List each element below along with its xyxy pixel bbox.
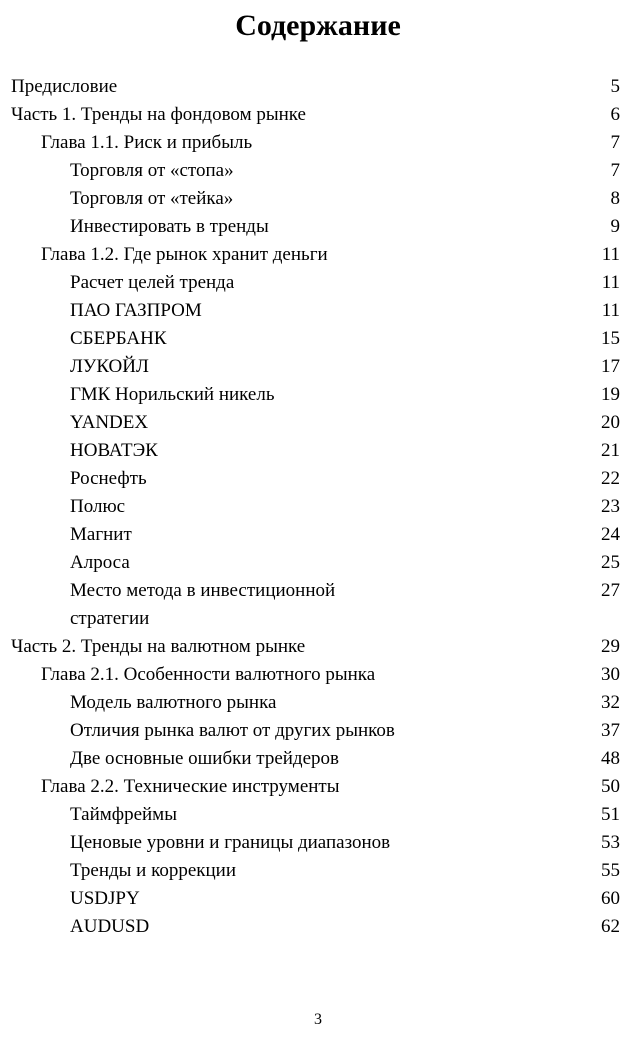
toc-entry [11, 381, 620, 409]
toc-entry-title: Часть 2. Тренды на валютном рынке [11, 636, 306, 657]
toc-entry [11, 465, 620, 493]
toc-entry-title: Тренды и коррекции [70, 860, 237, 881]
toc-entry [11, 521, 620, 549]
toc-entry [11, 857, 620, 885]
toc-entry [11, 185, 620, 213]
toc-entry-title: Две основные ошибки трейдеров [70, 748, 339, 769]
toc-entry-title: СБЕРБАНК [70, 328, 167, 349]
toc-entry [11, 913, 620, 941]
toc-entry [11, 129, 620, 157]
toc-entry [11, 549, 620, 577]
toc-entry-page: 5 [610, 76, 620, 97]
toc-entry-page: 15 [601, 328, 620, 349]
toc-entry-page: 37 [601, 720, 620, 741]
toc-entry-page: 24 [601, 524, 620, 545]
toc-entry-title: Глава 1.2. Где рынок хранит деньги [41, 244, 328, 265]
toc-entry [11, 689, 620, 717]
toc-entry-title: Отличия рынка валют от других рынков [70, 720, 395, 741]
toc-entry-title: ГМК Норильский никель [70, 384, 275, 405]
toc-entry-title: Глава 2.2. Технические инструменты [41, 776, 340, 797]
toc-entry-title: Часть 1. Тренды на фондовом рынке [11, 104, 306, 125]
toc-entry-page: 11 [601, 244, 620, 265]
toc-entry-title: Магнит [70, 524, 132, 545]
toc-entry-page: 11 [601, 300, 620, 321]
toc-entry-page: 30 [601, 664, 620, 685]
toc-entry [11, 325, 620, 353]
toc-entry-title: Таймфреймы [70, 804, 177, 825]
toc-entry-page: 19 [601, 384, 620, 405]
toc-entry-page: 9 [610, 216, 620, 237]
toc-entry [11, 213, 620, 241]
toc-entry-page: 50 [601, 776, 620, 797]
toc-entry [11, 437, 620, 465]
toc-entry [11, 297, 620, 325]
toc-entry [11, 73, 620, 101]
toc-entry-title: Предисловие [11, 76, 118, 97]
toc-entry-page: 20 [601, 412, 620, 433]
toc-entry-page: 27 [601, 580, 620, 601]
toc-entry-title: Алроса [70, 552, 130, 573]
toc-entry-page: 62 [601, 916, 620, 937]
toc-entry-title: ЛУКОЙЛ [70, 356, 149, 377]
toc-entry [11, 717, 620, 745]
toc-entry-page: 23 [601, 496, 620, 517]
toc-entry-title: Торговля от «стопа» [70, 160, 234, 181]
toc-entry-title: Инвестировать в тренды [70, 216, 269, 237]
table-of-contents [11, 73, 620, 941]
toc-entry-title: Глава 1.1. Риск и прибыль [41, 132, 253, 153]
toc-entry-page: 7 [610, 160, 620, 181]
toc-entry [11, 661, 620, 689]
toc-entry-page: 53 [601, 832, 620, 853]
toc-entry [11, 269, 620, 297]
toc-entry [11, 157, 620, 185]
toc-entry-page: 22 [601, 468, 620, 489]
toc-entry-title: Глава 2.1. Особенности валютного рынка [41, 664, 376, 685]
toc-entry-page: 51 [601, 804, 620, 825]
toc-entry-page: 25 [601, 552, 620, 573]
toc-entry-page: 6 [610, 104, 620, 125]
toc-entry [11, 773, 620, 801]
toc-entry-title: YANDEX [70, 412, 149, 433]
toc-entry-page: 55 [601, 860, 620, 881]
toc-entry-page: 11 [601, 272, 620, 293]
toc-entry [11, 745, 620, 773]
toc-entry [11, 829, 620, 857]
page-title: Содержание [235, 9, 401, 42]
toc-entry [11, 409, 620, 437]
toc-entry-page: 29 [601, 636, 620, 657]
toc-entry-title: ПАО ГАЗПРОМ [70, 300, 202, 321]
toc-entry-title: AUDUSD [70, 916, 150, 937]
toc-entry-title: Торговля от «тейка» [70, 188, 234, 209]
toc-entry [11, 885, 620, 913]
toc-entry [11, 577, 620, 633]
toc-entry [11, 801, 620, 829]
toc-entry-title: Ценовые уровни и границы диапазонов [70, 832, 391, 853]
toc-entry [11, 241, 620, 269]
toc-entry-page: 7 [610, 132, 620, 153]
toc-entry [11, 493, 620, 521]
toc-entry [11, 101, 620, 129]
toc-entry-title: Роснефть [70, 468, 147, 489]
toc-entry-page: 17 [601, 356, 620, 377]
toc-entry-title: Полюс [70, 496, 126, 517]
toc-entry-page: 21 [601, 440, 620, 461]
toc-entry [11, 633, 620, 661]
toc-entry-page: 48 [601, 748, 620, 769]
toc-entry-page: 8 [610, 188, 620, 209]
toc-entry-page: 32 [601, 692, 620, 713]
toc-entry-title: Расчет целей тренда [70, 272, 235, 293]
page-number: 3 [314, 1011, 322, 1028]
toc-entry-page: 60 [601, 888, 620, 909]
toc-entry-title: НОВАТЭК [70, 440, 158, 461]
toc-entry-title: Модель валютного рынка [70, 692, 277, 713]
toc-entry [11, 353, 620, 381]
toc-entry-title: USDJPY [70, 888, 140, 909]
toc-entry-title: Место метода в инвестиционной стратегии [70, 580, 336, 629]
